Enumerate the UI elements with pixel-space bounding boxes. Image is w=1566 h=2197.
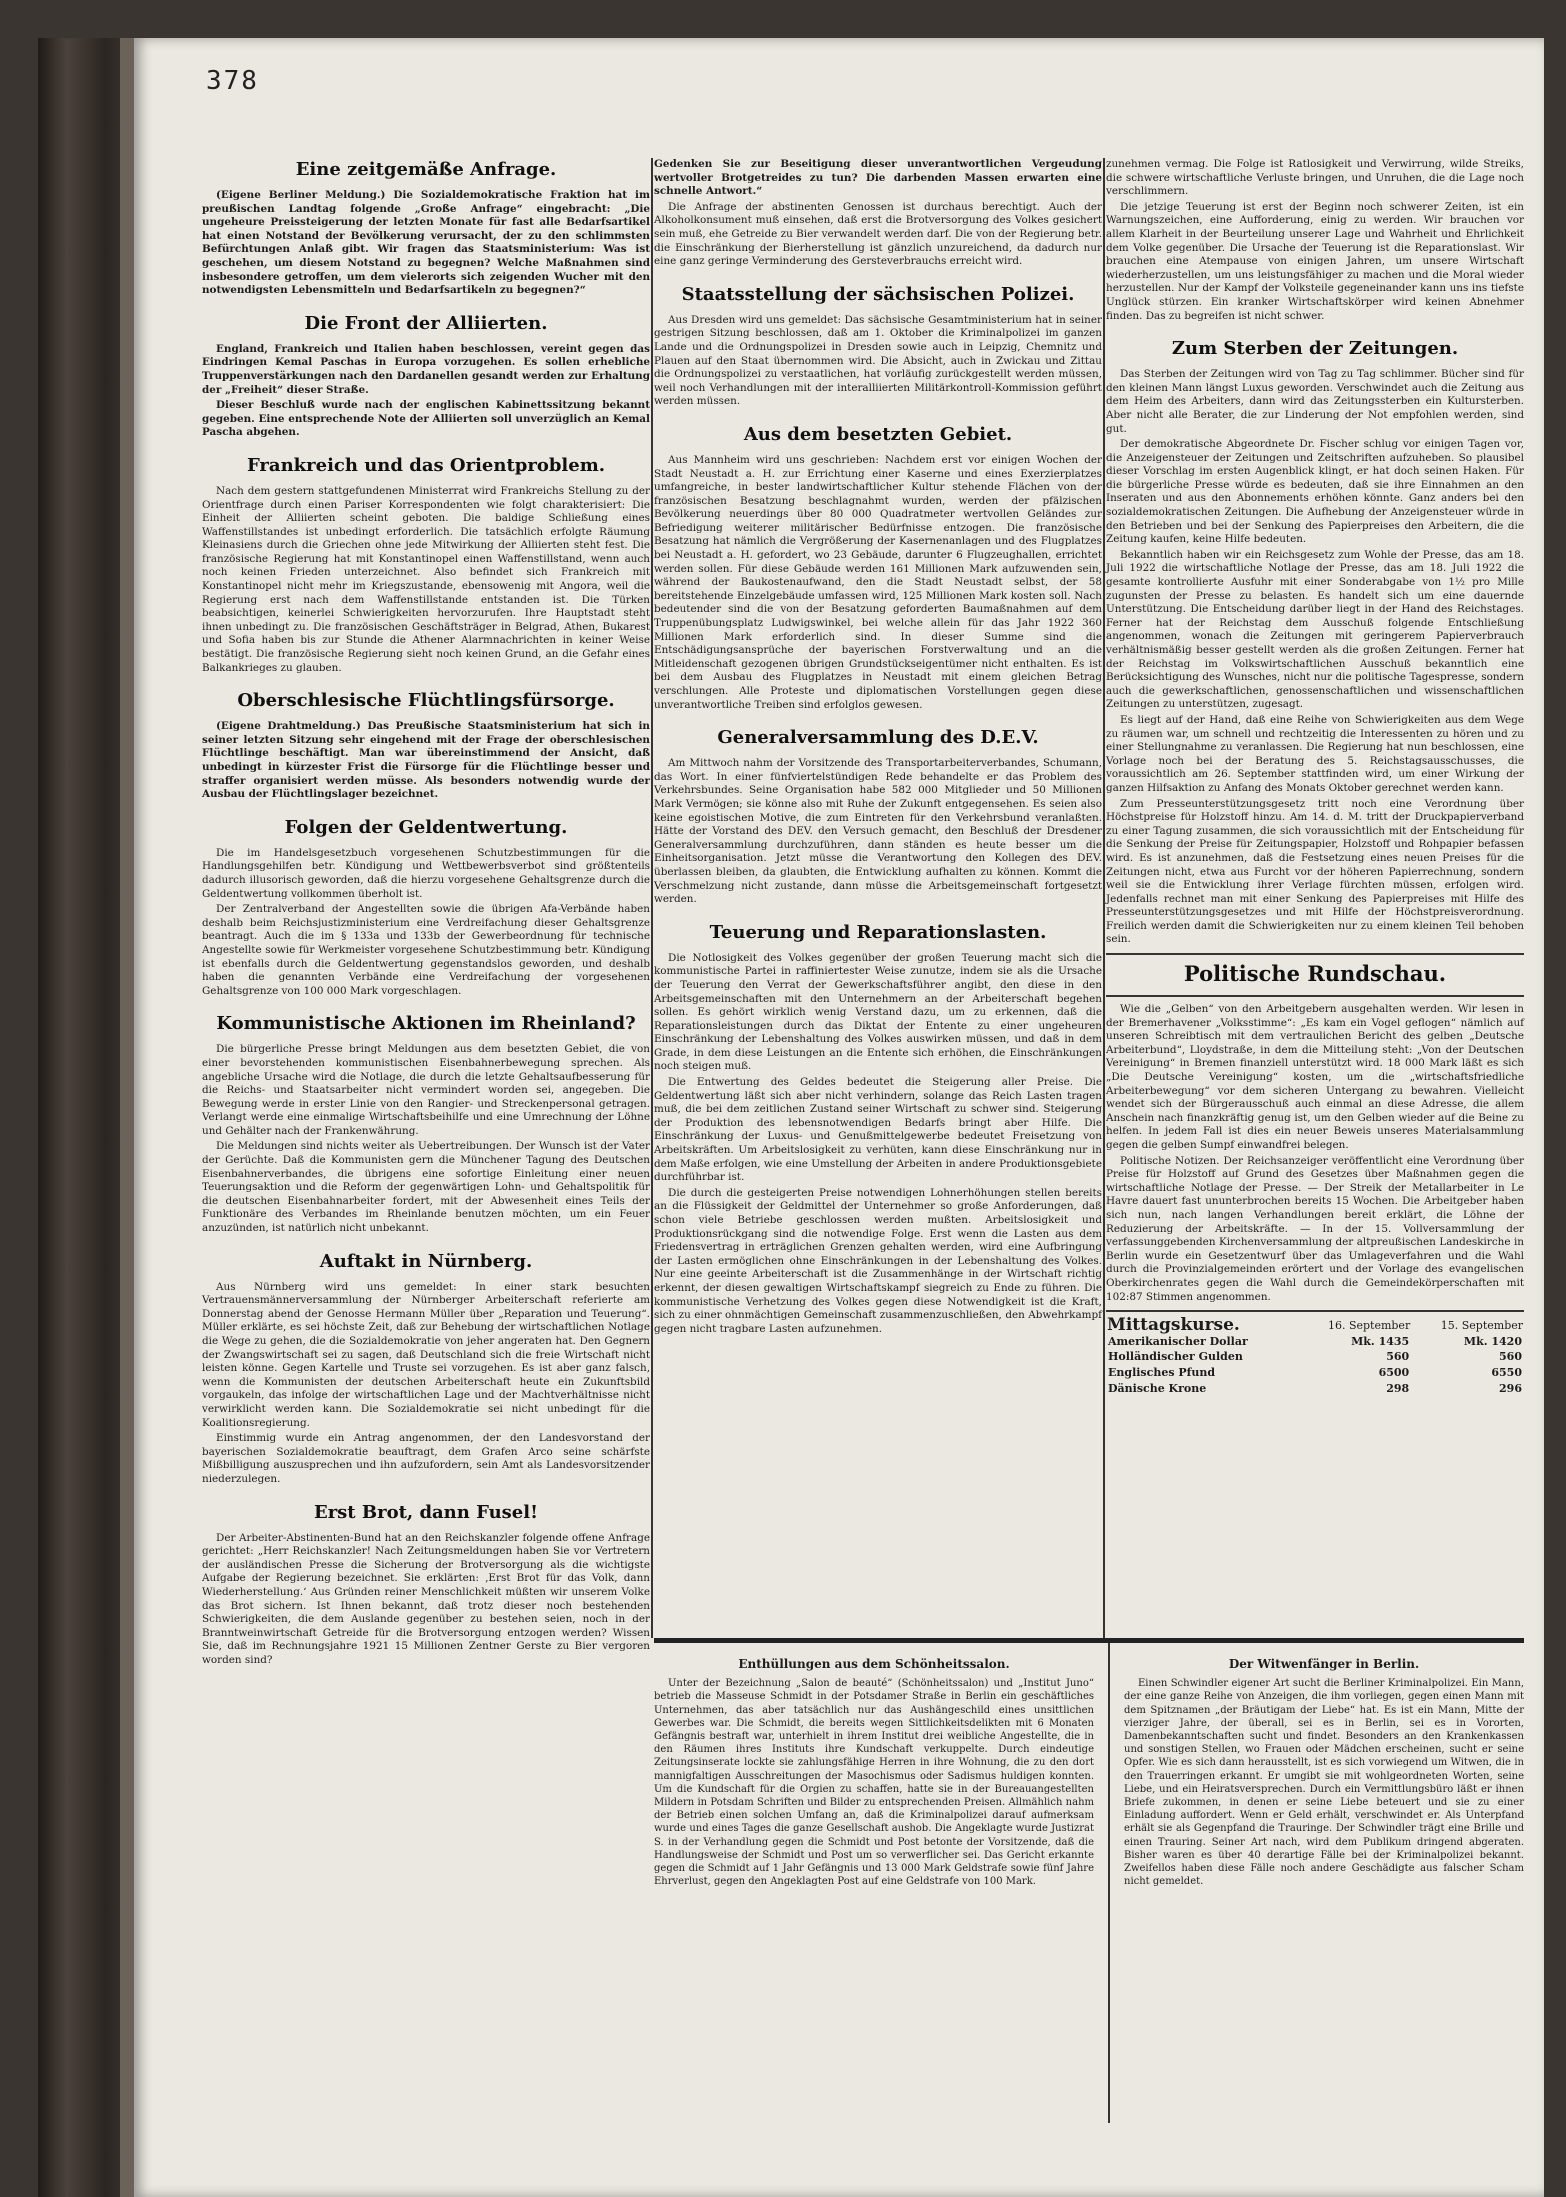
article-title: Die Front der Alliierten. — [304, 312, 548, 334]
table-row — [1106, 1349, 1524, 1365]
article-text: Die jetzige Teuerung ist erst der Beginn noch schwerer Zeiten, ist ein Warnungszeichen, eine Aufforderung, einig zu werden. Wir brauchen vor allem Klarheit in der Beurteilung unserer Lage und Wahrheit und Ehrlichkeit dem Volke gegenüber. Die Ursache der Teuerung ist die Reparationslast. Wir brauchen eine Atempause von einigen Jahren, um unsere Wirtschaft wiederherzustellen, um uns leistungsfähiger zu machen und die Moral wieder herzustellen. Nur der Kampf der Volksteile gegeneinander kann uns ins tiefste Unglück stürzen. Ein kranker Wirtschaftskörper wird keinen Abnehmer finden. Das zu begreifen ist nicht schwer. — [1106, 200, 1524, 322]
article-title: Kommunistische Aktionen im Rheinland? — [216, 1013, 636, 1035]
article-text: Die Notlosigkeit des Volkes gegenüber der großen Teuerung macht sich die kommunistische Partei in raffiniertester Weise zunutze, indem sie als die Ursache der Teuerung den Verrat der Gewerkschaftsführer angibt, den diese in den Arbeitsgemeinschaften mit den Unternehmern an der Arbeiterschaft begehen sollen. Es gehört wirklich wenig Verstand dazu, um zu erkennen, daß die Reparationsleistungen durch das Diktat der Entente zu einer ungeheuren Einschränkung der Lebenshaltung des Volkes auswirken müssen, und daß in dem Grade, in dem diese Leistungen an die Entente sich erhöhen, die Einschränkungen noch steigen muß. — [654, 951, 1102, 1073]
currency-label: Holländischer Gulden — [1108, 1350, 1243, 1364]
column-2 — [654, 158, 1102, 1338]
feuilleton-divider — [654, 1638, 1524, 1643]
article-text: Zum Presseunterstützungsgesetz tritt noch eine Verordnung über Höchstpreise für Holzstoff hinzu. Am 14. d. M. tritt der Druckpapierverband zu einer Tagung zusammen, die sich voraussichtlich mit der Entscheidung für die Senkung der Preise für Zeitungspapier, Holzstoff und Rohpapier befassen wird. Es ist anzunehmen, daß die Festsetzung eines neuen Preises für die Zeitungen nicht, etwa aus Furcht vor der höheren Papierrechnung, sondern weil sie die Entwicklung ihrer Verlage fürchten müssen, erfolgen wird. Jedenfalls rechnet man mit einer Senkung des Papierpreises mit Hilfe des Presseunterstützungsgesetzes und mit Hilfe der Höchstpreisverordnung. Freilich werden damit die Schwierigkeiten nur zu einem kleinen Teil behoben sein. — [1106, 797, 1524, 946]
table-row — [1106, 1334, 1524, 1350]
article-text: Die Meldungen sind nichts weiter als Uebertreibungen. Der Wunsch ist der Vater der Gerüchte. Daß die Kommunisten gern die Münchener Tagung des Deutschen Eisenbahnerverbandes, die übrigens eine sofortige Einleitung einer neuen Teuerungsaktion und die Reform der gegenwärtigen Lohn- und Gehaltspolitik für die deutschen Eisenbahnarbeiter fordert, mit der Abwesenheit eines Teils der Funktionäre des Verbandes im Rheinlande benutzen möchten, um ein Feuer anzuzünden, ist natürlich nicht unbekannt. — [202, 1140, 650, 1235]
article-text: (Eigene Berliner Meldung.) Die Sozialdemokratische Fraktion hat im preußischen Landtag folgende „Große Anfrage“ eingebracht: „Die ungeheure Preissteigerung der letzten Monate für fast alle Bedarfsartikel hat einen Notstand der Bevölkerung verursacht, der zu den schlimmsten Befürchtungen Anlaß gibt. Wir fragen das Staatsministerium: Was ist geschehen, um diesem Notstand zu begegnen? Welche Maßnahmen sind insbesondere getroffen, um dem vielerorts sich zeigenden Wucher mit den notwendigsten Lebensmitteln und Bedarfsartikeln zu begegnen?“ — [202, 189, 650, 297]
article-title: Enthüllungen aus dem Schönheitssalon. — [738, 1657, 1010, 1671]
article-text: Die Entwertung des Geldes bedeutet die Steigerung aller Preise. Die Geldentwertung läßt sich aber nicht verhindern, solange das Reich Lasten tragen muß, die bei dem zeitlichen Zustand seiner Wirtschaft zu schwer sind. Steigerung der Produktion des lebensnotwendigen Bedarfs bringt aber Hilfe. Die Einschränkung der Luxus- und Genußmittelgewerbe bedeutet Freisetzung von Arbeitskräften. Um Arbeitslosigkeit zu verhüten, kann diese Einschränkung nur in dem Maße erfolgen, wie eine Umstellung der Arbeiten in andere Produktionsgebiete durchführbar ist. — [654, 1076, 1102, 1184]
article-title: Generalversammlung des D.E.V. — [717, 727, 1039, 749]
exchange-rates-table — [1106, 1315, 1524, 1396]
article-text: Die Anfrage der abstinenten Genossen ist durchaus berechtigt. Auch der Alkoholkonsument muß einsehen, daß erst die Brotversorgung des Volkes gesichert sein muß, ehe Getreide zu Bier verwandelt werden darf. Die von der Regierung betr. die Einschränkung der Bierherstellung ist gänzlich unzureichend, da dadurch nur eine ganz geringe Verminderung des Gersteverbrauchs erreicht wird. — [654, 200, 1102, 268]
currency-label: Dänische Krone — [1108, 1381, 1207, 1395]
column-rule-2 — [1103, 158, 1105, 1638]
page-number: 378 — [206, 66, 259, 96]
book-spine-edge — [120, 38, 134, 2197]
article-text: Bekanntlich haben wir ein Reichsgesetz zum Wohle der Presse, das am 18. Juli 1922 die wirtschaftliche Notlage der Presse, das am 18. Juli 1922 die gesamte kontrollierte Ausfuhr mit einer Sonderabgabe von 1½ pro Mille zugunsten der Presse zu belasten. Es handelt sich um eine dauernde Unterstützung. Die Entscheidung darüber liegt in der Hand des Reichstages. Ferner hat der Reichstag dem Ausschuß folgende Entschließung angenommen, wonach die Zeitungen mit geringerem Papierverbrauch verhältnismäßig besser gestellt werden als die großen Zeitungen. Ferner hat der Reichstag im Volkswirtschaftlichen Ausschuß bekanntlich eine Berücksichtigung des Wunsches, nicht nur die politische Tagespresse, sondern auch die gewerkschaftlichen, genossenschaftlichen und wissenschaftlichen Zeitungen zu unterstützen, zugesagt. — [1106, 548, 1524, 711]
article-text: Einstimmig wurde ein Antrag angenommen, der den Landesvorstand der bayerischen Sozialdemokratie beauftragt, dem Grafen Arco seine schärfste Mißbilligung auszusprechen und ihn aufzufordern, sein Amt als Landesvorsitzender niederzulegen. — [202, 1432, 650, 1485]
article-text: Die bürgerliche Presse bringt Meldungen aus dem besetzten Gebiet, die von einer bevorstehenden kommunistischen Eisenbahnerbewegung sprechen. Als angebliche Ursache wird die Notlage, die durch die letzte Gehaltsaufbesserung für die Reichs- und Staatsarbeiter nicht vermindert worden sei, angegeben. Die Bewegung werde in erster Linie von den Rangier- und Streckenpersonal getragen. Verlangt werde eine einmalige Wirtschaftsbeihilfe und eine Umrechnung der Löhne und Gehälter nach der Frankenwährung. — [202, 1043, 650, 1137]
article-title: Oberschlesische Flüchtlingsfürsorge. — [237, 690, 615, 712]
rate-value: 560 — [1386, 1350, 1410, 1364]
article-text: Am Mittwoch nahm der Vorsitzende des Transportarbeiterverbandes, Schumann, das Wort. In einer fünfviertelstündigen Rede behandelte er das Problem des Verkehrsbundes. Seine Organisation habe 582 000 Mitglieder und 50 Millionen Mark Vermögen; sie könne also mit Ruhe der Zukunft entgegensehen. Es seien also keine egoistischen Motive, die zum Eintreten für den Verkehrsbund veranlaßten. Hätte der Vorstand des DEV. den Versuch gemacht, den Beschluß der Dresdener Generalversammlung durchzuführen, dann ständen es heute besser um die Einheitsorganisation. Jetzt müsse die Verantwortung den Kollegen des DEV. überlassen bleiben, da glaubten, die Entwicklung aufhalten zu können. Kommt die Verschmelzung nicht zustande, dann müsse die Arbeitsgemeinschaft fortgesetzt werden. — [654, 757, 1102, 906]
feuilleton-right — [1124, 1658, 1524, 1890]
article-title: Erst Brot, dann Fusel! — [313, 1501, 539, 1523]
section-title: Politische Rundschau. — [1183, 961, 1447, 987]
column-rule-1 — [651, 158, 653, 1638]
newspaper-page — [134, 38, 1544, 2197]
rate-value: 298 — [1386, 1381, 1410, 1395]
article-text: Der Arbeiter-Abstinenten-Bund hat an den Reichskanzler folgende offene Anfrage gerichtet: „Herr Reichskanzler! Nach Zeitungsmeldungen haben Sie vor Vertretern der ausländischen Presse die Sicherung der Brotversorgung als die wichtigste Aufgabe der Regierung bezeichnet. Sie erklärten: ‚Erst Brot für das Volk, dann Wiederherstellung.‘ Aus Gründen reiner Menschlichkeit müßten wir unserem Volke das Brot sichern. Ist Ihnen bekannt, daß trotz dieser noch bestehenden Schwierigkeiten, die dem Auslande gegenüber zu bestehen seien, noch in der Branntweinwirtschaft Getreide für die Brotversorgung entzogen werden? Wissen Sie, daß im Rechnungsjahre 1921 15 Millionen Zentner Gerste zu Bier vergoren worden sind? — [202, 1531, 650, 1666]
table-row — [1106, 1365, 1524, 1381]
article-title: Aus dem besetzten Gebiet. — [743, 423, 1013, 445]
section-divider — [1106, 953, 1524, 955]
article-text: Der Zentralverband der Angestellten sowie die übrigen Afa-Verbände haben deshalb beim Reichsjustizministerium eine Verdreifachung dieser Gehaltsgrenze beantragt. Auch die im § 133a und 133b der Gewerbeordnung für technische Angestellte sowie für Werkmeister vorgesehene Schutzbestimmung betr. Kündigung ist ebenfalls durch die Geldentwertung gegenstandslos geworden, und deshalb haben die genannten Verbände eine Verdreifachung der vorgesehenen Gehaltsgrenze von 100 000 Mark vorgeschlagen. — [202, 903, 650, 997]
article-text: Dieser Beschluß wurde nach der englischen Kabinettssitzung bekannt gegeben. Eine entsprechende Note der Alliierten soll unverzüglich an Kemal Pascha abgehen. — [202, 399, 650, 439]
article-text: Nach dem gestern stattgefundenen Ministerrat wird Frankreichs Stellung zu der Orientfrage durch einen Pariser Korrespondenten wie folgt charakterisiert: Die Einheit der Alliierten scheint geboten. Die baldige Schließung eines Waffenstillstandes ist unbedingt erforderlich. Die tatsächlich erfolgte Räumung Kleinasiens durch die Griechen ohne jede Mitwirkung der Alliierten steht fest. Die französische Regierung hat mit Konstantinopel einen Waffenstillstand, wenn auch noch keinen Frieden unterzeichnet. Also befindet sich Frankreich mit Konstantinopel nicht mehr im Kriegszustande, ebensowenig mit Angora, weil die Regierung erst nach dem Waffenstillstande entstanden ist. Die Türken beabsichtigen, keinerlei Schwierigkeiten hervorzurufen. Ihre Hauptstadt steht ihnen unbedingt zu. Die französischen Geschäftsträger in Belgrad, Athen, Bukarest und Sofia haben bis zur Stunde die Athener Alarmnachrichten in keiner Weise bestätigt. Die französische Regierung sieht noch keinen Grund, an die Gefahr eines Balkankrieges zu glauben. — [202, 484, 650, 674]
article-title: Frankreich und das Orientproblem. — [246, 454, 606, 476]
table-row — [1106, 1381, 1524, 1397]
rate-value: 6500 — [1378, 1365, 1410, 1379]
article-text: Aus Nürnberg wird uns gemeldet: In einer stark besuchten Vertrauensmännerversammlung der Nürnberger Arbeiterschaft referierte am Donnerstag abend der Genosse Hermann Müller über „Reparation und Teuerung“. Müller erklärte, es sei höchste Zeit, daß zur Behebung der wirtschaftlichen Notlage die Wege zu gehen, die die Sozialdemokratie von jeher angeraten hat. Den Gegnern der Zwangswirtschaft sei zu sagen, daß Deutschland sich die freie Wirtschaft nicht leisten könne. Gegen Kartelle und Truste sei vorzugehen. Es ist aber ganz falsch, wenn die Kommunisten der deutschen Arbeiterschaft heute ein Zukunftsbild vorgaukeln, das infolge der wirtschaftlichen Lage und der Machtverhältnisse nicht verwirklicht werden kann. Die Sozialdemokratie sei nicht unbedingt für die Koalitionsregierung. — [202, 1280, 650, 1429]
article-text: Wie die „Gelben“ von den Arbeitgebern ausgehalten werden. Wir lesen in der Bremerhavener „Volksstimme“: „Es kam ein Vogel geflogen“ nämlich auf unseren Schreibtisch mit dem vertraulichen Bericht des gelben „Deutsche Arbeiterbund“, Lloydstraße, in dem die Mitteilung steht: „Von der Deutschen Vereinigung“ in Bremen finanziell unterstützt wird. 18 000 Mark läßt es sich „Die Deutsche Vereinigung“ kosten, um die „wirtschaftsfriedliche Arbeiterbewegung“ vor dem sicheren Untergang zu bewahren. Vielleicht wendet sich der Bürgerausschuß auch einmal an diese Adresse, die allem Anschein nach finanzkräftig genug ist, um den Gelben wieder auf die Beine zu helfen. In jedem Fall ist dies ein neuer Beweis unseres Materialsammlung gegen die gelben Sumpf einwandfrei belegen. — [1106, 1003, 1524, 1151]
article-title: Teuerung und Reparationslasten. — [709, 921, 1047, 943]
article-text: (Eigene Drahtmeldung.) Das Preußische Staatsministerium hat sich in seiner letzten Sitzung sehr eingehend mit der Frage der oberschlesischen Flüchtlinge beschäftigt. Man war übereinstimmend der Ansicht, daß unbedingt in kürzester Frist die Fürsorge für die Flüchtlinge besser und straffer organisiert werden müsse. Als besonders notwendig wurde der Ausbau der Flüchtlingslager bezeichnet. — [202, 720, 650, 801]
column-1 — [202, 158, 650, 1669]
article-text: Das Sterben der Zeitungen wird von Tag zu Tag schlimmer. Bücher sind für den kleinen Mann längst Luxus geworden. Verschwindet auch die Zeitung aus dem Heim des Arbeiters, dann wird das Zeitungssterben ein Kultursterben. Aber nicht alle Berater, die zur Linderung der Not empfohlen werden, sind gut. — [1106, 368, 1524, 435]
article-text: Einen Schwindler eigener Art sucht die Berliner Kriminalpolizei. Ein Mann, der eine ganze Reihe von Anzeigen, die ihm vorliegen, gegen einen Mann mit dem Spitznamen „der Bräutigam der Liebe“ hat. Es ist ein Mann, Mitte der vierziger Jahre, der überall, sei es in Berlin, sei es in Vororten, Damenbekanntschaften sucht und findet. Besonders an den Krankenkassen und sonstigen Stellen, wo Frauen oder Mädchen erscheinen, sucht er seine Opfer. Wie es sich dann herausstellt, ist es sich vorwiegend um Witwen, die in den Trauerringen erkannt. Er umgibt sie mit wohlgeordneten Worten, seine Liebe, und ein Heiratsversprechen. Durch ein Vermittlungsbüro läßt er ihnen Briefe zukommen, in denen er seine Liebe beteuert und sie zu einer Einladung auffordert. Wenn er Geld erhält, verschwindet er. Als Unterpfand erhält sie als Gegenpfand die Trauringe. Der Schwindler trägt eine Brille und einen Trauring. Seiner Art nach, wird dem Publikum dringend abgeraten. Bisher waren es über 40 derartige Fälle bei der Kriminalpolizei bekannt. Zweifellos haben diese Fälle noch andere Geschädigte aus falscher Scham nicht gemeldet. — [1124, 1678, 1524, 1888]
article-text: Aus Dresden wird uns gemeldet: Das sächsische Gesamtministerium hat in seiner gestrigen Sitzung beschlossen, daß am 1. Oktober die Kriminalpolizei im ganzen Lande und die Ordnungspolizei in Dresden sowie auch in Leipzig, Chemnitz und Plauen auf den Staat übernommen wird. Die Absicht, auch in Zwickau und Zittau die Ordnungspolizei zu verstaatlichen, hat vorläufig zurückgestellt werden müssen, weil noch Verhandlungen mit der interalliierten Militärkontroll-Kommission geführt werden müssen. — [654, 313, 1102, 408]
article-title: Eine zeitgemäße Anfrage. — [295, 159, 557, 180]
article-text: Unter der Bezeichnung „Salon de beauté“ (Schönheitssalon) und „Institut Juno“ betrieb die Masseuse Schmidt in der Potsdamer Straße in Berlin ein geschäftliches Unternehmen, das aber tatsächlich nur das Aushängeschild eines unsittlichen Gewerbes war. Die Schmidt, die bereits wegen Sittlichkeitsdelikten mit 6 Monaten Gefängnis bestraft war, unterhielt in ihrem Institut drei weibliche Angestellte, die in den Räumen ihres Instituts ihre Kundschaft verkuppelte. Durch eindeutige Zeitungsinserate lockte sie zahlungsfähige Herren in ihre Wohnung, die zu den dort mannigfaltigen Ausschreitungen der Masochismus oder Sadismus huldigen konnten. Um die Kundschaft für die Orgien zu schaffen, hatte sie in der Bureauangestellten Mildern in Potsdam Schriften und Bilder zu entsprechenden Preisen. Allmählich nahm der Betrieb einen solchen Umfang an, daß die Kriminalpolizei darauf aufmerksam wurde und eines Tages die ganze Gesellschaft aushob. Die Angeklagte wurde Justizrat S. in der Verhandlung gegen die Schmidt und Post betonte der Vorsitzende, daß die Handlungsweise der Schmidt und Post um so verwerflicher sei. Das Gericht erkannte gegen die Schmidt auf 1 Jahr Gefängnis und 13 000 Mark Geldstrafe sowie fünf Jahre Ehrverlust, gegen den Angeklagten Post auf eine Geldstrafe von 100 Mark. — [654, 1678, 1094, 1888]
section-divider — [1106, 995, 1524, 997]
column-rule-bottom — [1108, 1643, 1110, 2123]
article-text: Der demokratische Abgeordnete Dr. Fischer schlug vor einigen Tagen vor, die Anzeigensteuer der Zeitungen und Zeitschriften aufzuheben. So plausibel dieser Vorschlag im ersten Augenblick klingt, er hat doch seinen Haken. Für die bürgerliche Presse würde es bedeuten, daß sie ihre Einnahmen an den Inseraten und aus den Abonnements erhöhen könnte. Ganz anders bei den sozialdemokratischen Zeitungen. Die Aufhebung der Anzeigensteuer würde in den Betrieben und bei der Senkung des Papierpreises den Arbeitern, die die Zeitung kaufen, keine Hilfe bedeuten. — [1106, 438, 1524, 546]
article-title: Zum Sterben der Zeitungen. — [1171, 338, 1459, 360]
article-text: Die durch die gesteigerten Preise notwendigen Lohnerhöhungen stellen bereits an die Flüssigkeit der Geldmittel der Unternehmer so große Anforderungen, daß schon viele Betriebe geschlossen werden mußten. Arbeitslosigkeit und Produktionsrückgang sind die notwendige Folge. Erst wenn die Lasten aus dem Friedensvertrag in erträglichen Grenzen gehalten werden, wird eine Aufbringung der Lasten ermöglichen ohne Einschränkungen in der Lebenshaltung des Volkes. Nur eine geeinte Arbeiterschaft ist die Zusammenhänge in der Wirtschaft richtig erkennt, der diesen gewaltigen Wirtschaftskampf siegreich zu Ende zu führen. Die kommunistische Verhetzung des Volkes gegen diese Notwendigkeit ist die Kraft, sich zu einer ohnmächtigen Gemeinschaft zusammenzuschließen, den Abwehrkampf gegen nicht tragbare Lasten aufzunehmen. — [654, 1186, 1102, 1335]
rate-value: 296 — [1499, 1381, 1522, 1395]
section-divider — [1106, 1310, 1524, 1312]
article-title: Folgen der Geldentwertung. — [284, 816, 568, 838]
exchange-rates-title: Mittagskurse. — [1107, 1315, 1240, 1336]
rate-value: Mk. 1435 — [1351, 1334, 1410, 1348]
article-text: Die im Handelsgesetzbuch vorgesehenen Schutzbestimmungen für die Handlungsgehilfen betr. Kündigung und Wettbewerbsverbot sind größtenteils dadurch illusorisch geworden, daß die hierzu vorgesehene Gehaltsgrenze durch die Geldentwertung vollkommen überholt ist. — [202, 846, 650, 900]
article-text: Gedenken Sie zur Beseitigung dieser unverantwortlichen Vergeudung wertvoller Brotgetreides zu tun? Die darbenden Massen erwarten eine schnelle Antwort.“ — [654, 158, 1102, 198]
article-title: Der Witwenfänger in Berlin. — [1228, 1657, 1420, 1671]
rate-value: Mk. 1420 — [1463, 1334, 1522, 1348]
article-text: Politische Notizen. Der Reichsanzeiger veröffentlicht eine Verordnung über Preise für Holzstoff auf Grund des Gesetzes über Maßnahmen gegen die wirtschaftliche Notlage der Presse. — Der Streik der Metallarbeiter in Le Havre dauert fast ununterbrochen bereits 15 Wochen. Die Arbeitgeber haben sich nun, nach langen Verhandlungen bereit erklärt, die Löhne der Reduzierung der Arbeitskräfte. — In der 15. Vollversammlung der verfassunggebenden Kirchenversammlung der altpreußischen Landeskirche in Berlin wurde ein Gesetzentwurf über das Umlageverfahren und die Wahl durch die Provinzialgemeinden erörtert und der Vorlage des evangelischen Oberkirchenrates gegen die Wahl durch die Gemeindekörperschaften mit 102:87 Stimmen angenommen. — [1106, 1154, 1524, 1303]
column-3 — [1106, 158, 1524, 1396]
article-text: England, Frankreich und Italien haben beschlossen, vereint gegen das Eindringen Kemal Paschas in Europa vorzugehen. Es sollen erhebliche Truppenverstärkungen nach den Dardanellen gesandt werden zur Erhaltung der „Freiheit“ dieser Straße. — [202, 342, 650, 396]
date-header: 15. September — [1440, 1319, 1523, 1333]
article-text: Aus Mannheim wird uns geschrieben: Nachdem erst vor einigen Wochen der Stadt Neustadt a. H. zur Errichtung einer Kaserne und eines Exerzierplatzes umfangreiche, in bester landwirtschaftlicher Kultur stehende Flächen von der französischen Besatzung beschlagnahmt wurden, werden der pfälzischen Bevölkerung neuerdings über 80 000 Quadratmeter wertvollen Geländes zur Befriedigung weiterer militärischer Bedürfnisse entzogen. Die französische Besatzung hat nämlich die Vergrößerung der Kasernenanlagen und des Flugplatzes bei Neustadt a. H. gefordert, wo 23 Gebäude, darunter 6 Flugzeughallen, errichtet werden sollen. Für diese Gebäude werden 161 Millionen Mark aufzuwenden sein, während der Baukostenaufwand, den die Stadt Neustadt selbst, der 58 bereitstehende Einzelgebäude umfassen wird, 125 Millionen Mark kosten soll. Nach bedeutender sind die von der Besatzung geforderten Baumaßnahmen auf dem Truppenübungsplatz Ludwigswinkel, bei welche allein für das Jahr 1922 360 Millionen Mark erforderlich sind. In dieser Summe sind die Entschädigungsansprüche der bayerischen Forstverwaltung und an die Mitleidenschaft gezogenen übrigen Grundstückseigentümer nicht enthalten. Es ist bei dem Ausbau des Flugplatzes in Neustadt mit einem gleichen Betrag verschlungen. Alle Proteste und diplomatischen Vorstellungen gegen diese unverantwortliche Treiben sind erfolglos gewesen. — [654, 453, 1102, 711]
article-text: zunehmen vermag. Die Folge ist Ratlosigkeit und Verwirrung, wilde Streiks, die schwere wirtschaftliche Verluste bringen, und Unruhen, die die Lage noch verschlimmern. — [1106, 158, 1524, 198]
currency-label: Amerikanischer Dollar — [1108, 1334, 1248, 1348]
feuilleton-left — [654, 1658, 1094, 1890]
article-title: Auftakt in Nürnberg. — [319, 1250, 533, 1272]
rate-value: 6550 — [1491, 1365, 1522, 1379]
rate-value: 560 — [1499, 1350, 1522, 1364]
article-text: Es liegt auf der Hand, daß eine Reihe von Schwierigkeiten aus dem Wege zu räumen war, um schnell und rechtzeitig die Interessenten zu hören und zu einer Stellungnahme zu veranlassen. Die Regierung hat nun beschlossen, eine Vorlage noch bei der Beratung des 5. Reichstagsausschusses, die voraussichtlich am 26. September stattfinden wird, um einer Wirkung der ganzen Hilfsaktion zu Anfang des Monats Oktober gerechnet werden kann. — [1106, 713, 1524, 794]
date-header: 16. September — [1327, 1319, 1411, 1333]
currency-label: Englisches Pfund — [1108, 1365, 1216, 1379]
article-title: Staatsstellung der sächsischen Polizei. — [681, 283, 1075, 305]
